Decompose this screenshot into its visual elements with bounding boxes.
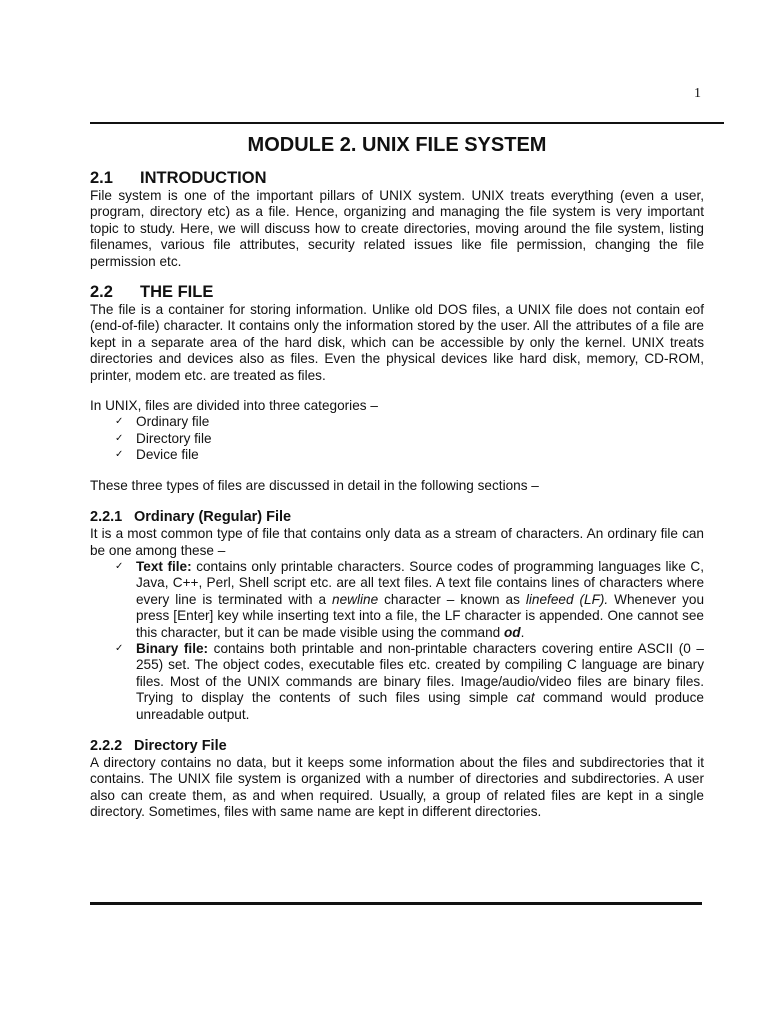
page-content bbox=[90, 132, 704, 821]
subsection-heading-directory-file bbox=[90, 737, 704, 755]
section-title: THE FILE bbox=[140, 283, 214, 302]
list-item: ✓ Ordinary file bbox=[115, 414, 210, 430]
checkmark-bullet-icon: ✓ bbox=[115, 449, 124, 461]
list-item-text-file: ✓ Text file: contains only printable characters. Source codes of programming languages like C, Java, C++, Perl, Shell script etc. are all text files. A text file contains lines of characters where every line is terminated with a newline character – known as linefeed (LF). Whenever you press [Enter] key while inserting text into a file, the LF character is appended. One cannot see this character, but it can be made visible using the command od. bbox=[115, 558, 705, 640]
introduction-paragraph: File system is one of the important pillars of UNIX system. UNIX treats everything (even a user, program, directory etc) as a file. Hence, organizing and managing the file system is very important topic to study. Here, we will discuss how to create directories, moving around the file system, listing filenames, various file attributes, security related issues like file permission, changing the file permission etc. bbox=[90, 188, 704, 269]
categories-intro: In UNIX, files are divided into three categories – bbox=[90, 398, 378, 414]
section-title: INTRODUCTION bbox=[140, 169, 267, 187]
page-number: 1 bbox=[694, 86, 701, 101]
subsection-number: 2.2.2 bbox=[90, 737, 123, 754]
checkmark-bullet-icon: ✓ bbox=[115, 642, 124, 654]
section-number: 2.2 bbox=[90, 283, 113, 302]
list-item: ✓ Device file bbox=[115, 447, 199, 463]
list-item-binary-file: ✓ Binary file: contains both printable and non-printable characters covering entire ASCII (0 – 255) set. The object codes, executable files etc. created by compiling C language are binary files. Most of the UNIX commands are binary files. Image/audio/video files are binary files. Trying to display the contents of such files using simple cat command would produce unreadable output. bbox=[115, 640, 704, 722]
subsection-title: Ordinary (Regular) File bbox=[134, 509, 292, 526]
categories-list bbox=[90, 414, 704, 463]
checkmark-bullet-icon: ✓ bbox=[115, 560, 124, 572]
ordinary-file-types-list bbox=[90, 559, 704, 723]
subsection-title: Directory File bbox=[134, 737, 227, 754]
checkmark-bullet-icon: ✓ bbox=[115, 416, 124, 428]
the-file-paragraph: The file is a container for storing information. Unlike old DOS files, a UNIX file does not contain eof (end-of-file) character. It contains only the information stored by the user. All the attributes of a file are kept in a separate area of the hard disk, which can be accessible by only the kernel. UNIX treats directories and devices also as files. Even the physical devices like hard disk, memory, CD-ROM, printer, modem etc. are treated as files. bbox=[90, 302, 704, 383]
checkmark-bullet-icon: ✓ bbox=[115, 432, 124, 444]
section-heading-the-file bbox=[90, 282, 704, 302]
page-title: MODULE 2. UNIX FILE SYSTEM bbox=[247, 134, 547, 156]
list-item: ✓ Directory file bbox=[115, 430, 212, 446]
ordinary-file-paragraph: It is a most common type of file that contains only data as a stream of characters. An ordinary file can be one among these – bbox=[90, 526, 704, 558]
subsection-heading-ordinary-file bbox=[90, 508, 704, 526]
footer-rule bbox=[90, 902, 702, 905]
section-heading-introduction bbox=[90, 168, 704, 188]
subsection-number: 2.2.1 bbox=[90, 509, 123, 526]
header-rule bbox=[90, 122, 724, 124]
categories-followup: These three types of files are discussed in detail in the following sections – bbox=[90, 477, 539, 493]
section-number: 2.1 bbox=[90, 169, 113, 187]
directory-file-paragraph: A directory contains no data, but it keeps some information about the files and subdirectories that it contains. The UNIX file system is organized with a number of directories and subdirectories. A user also can create them, as and when required. Usually, a group of related files are kept in a single directory. Sometimes, files with same name are kept in different directories. bbox=[90, 754, 704, 820]
